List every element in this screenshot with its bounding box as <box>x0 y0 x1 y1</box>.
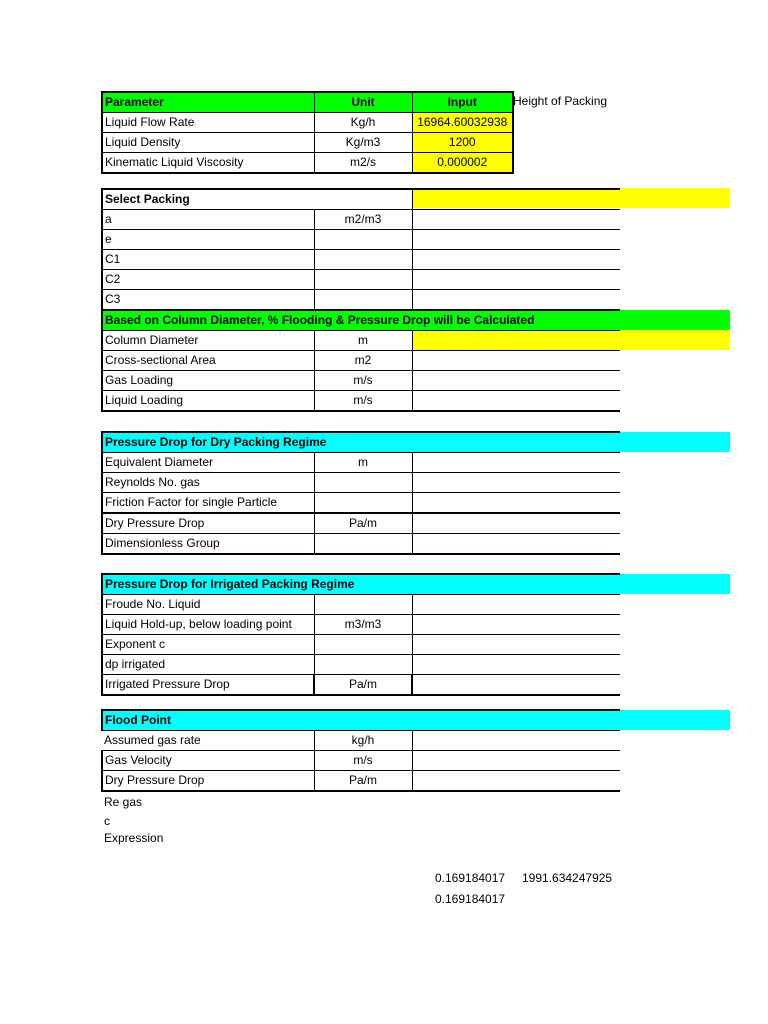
irrigated-title: Pressure Drop for Irrigated Packing Regime <box>102 574 620 595</box>
value-cell[interactable] <box>412 771 620 792</box>
value-cell-2: 1991.634247925 <box>522 871 613 885</box>
param-cell: C3 <box>105 292 121 306</box>
re-gas-label: Re gas <box>104 795 143 809</box>
param-cell: Reynolds No. gas <box>102 473 314 493</box>
table-row <box>102 595 620 615</box>
table-row <box>102 751 620 771</box>
value-cell[interactable] <box>412 250 620 270</box>
section-header <box>102 189 620 210</box>
expression-label: Expression <box>104 831 164 845</box>
c-label: c <box>104 814 110 828</box>
param-cell: Dry Pressure Drop <box>102 513 314 534</box>
unit-cell <box>314 635 412 655</box>
unit-cell: m/s <box>314 391 412 412</box>
table-row <box>102 153 513 174</box>
column-diameter-title: Based on Column Diameter, % Flooding & Pressure Drop will be Calculated <box>102 310 620 331</box>
header-input: Input <box>412 92 513 113</box>
select-packing-table <box>101 188 620 311</box>
value-cell[interactable] <box>412 635 620 655</box>
unit-cell <box>314 595 412 615</box>
unit-cell <box>314 655 412 675</box>
table-row <box>102 635 620 655</box>
dry-packing-table <box>101 431 620 555</box>
unit-cell: m <box>314 331 412 351</box>
unit-cell: Kg/m3 <box>314 133 412 153</box>
header-unit: Unit <box>314 92 412 113</box>
unit-cell <box>314 270 412 290</box>
unit-cell: Pa/m <box>314 513 412 534</box>
value-cell[interactable] <box>412 210 620 230</box>
table-row <box>102 473 620 493</box>
table-row <box>102 615 620 635</box>
param-cell: C1 <box>102 250 314 270</box>
value-cell[interactable] <box>412 534 620 555</box>
value-cell[interactable] <box>412 751 620 771</box>
section-header <box>102 432 620 453</box>
table-row <box>102 513 620 534</box>
unit-cell: m <box>314 453 412 473</box>
param-cell: Liquid Flow Rate <box>102 113 314 133</box>
unit-cell: m2/m3 <box>314 210 412 230</box>
param-cell: Equivalent Diameter <box>102 453 314 473</box>
param-cell: Irrigated Pressure Drop <box>105 677 230 691</box>
param-cell: Dimensionless Group <box>105 536 220 550</box>
value-cell[interactable] <box>412 391 620 412</box>
table-row <box>102 230 620 250</box>
param-cell: a <box>102 210 314 230</box>
table-row <box>102 493 620 514</box>
param-cell: Liquid Density <box>102 133 314 153</box>
param-cell: Gas Loading <box>102 371 314 391</box>
param-cell: Liquid Loading <box>105 393 184 407</box>
table-row <box>102 655 620 675</box>
flood-point-title: Flood Point <box>102 710 620 731</box>
table-row <box>102 331 620 351</box>
input-cell[interactable]: 16964.60032938 <box>412 113 513 133</box>
param-cell: Froude No. Liquid <box>102 595 314 615</box>
value-cell[interactable] <box>412 655 620 675</box>
section-header <box>102 574 620 595</box>
table-row <box>102 534 620 555</box>
input-cell[interactable]: 1200 <box>412 133 513 153</box>
input-table <box>101 91 514 174</box>
unit-cell: m2/s <box>314 153 412 174</box>
input-cell[interactable]: 0.000002 <box>412 153 513 174</box>
section-header <box>102 310 620 331</box>
table-row <box>102 371 620 391</box>
dry-packing-title: Pressure Drop for Dry Packing Regime <box>102 432 620 453</box>
table-row <box>102 290 620 311</box>
value-cell[interactable] <box>412 731 620 751</box>
value-cell[interactable] <box>412 675 620 696</box>
value-cell[interactable] <box>412 493 620 514</box>
header-parameter: Parameter <box>102 92 314 113</box>
unit-cell <box>314 250 412 270</box>
unit-cell <box>314 534 412 555</box>
height-of-packing-label: Height of Packing <box>513 94 608 108</box>
unit-cell: kg/h <box>314 731 412 751</box>
unit-cell: m2 <box>314 351 412 371</box>
param-cell: Exponent c <box>102 635 314 655</box>
value-cell[interactable] <box>412 290 620 311</box>
value-cell[interactable] <box>412 331 620 351</box>
value-cell[interactable] <box>412 270 620 290</box>
value-cell[interactable] <box>412 595 620 615</box>
table-row <box>102 113 513 133</box>
table-row <box>102 453 620 473</box>
param-cell: Column Diameter <box>102 331 314 351</box>
table-row <box>102 391 620 412</box>
value-cell[interactable] <box>412 230 620 250</box>
value-cell-3: 0.169184017 <box>435 892 506 906</box>
table-row <box>102 675 620 696</box>
table-row <box>102 731 620 751</box>
unit-cell: Pa/m <box>314 771 412 792</box>
value-cell[interactable] <box>412 453 620 473</box>
table-row <box>102 133 513 153</box>
table-row <box>102 250 620 270</box>
unit-cell: m3/m3 <box>314 615 412 635</box>
section-header <box>102 710 620 731</box>
unit-cell <box>314 290 412 311</box>
unit-cell: m/s <box>314 371 412 391</box>
value-cell[interactable] <box>412 473 620 493</box>
value-cell[interactable] <box>412 371 620 391</box>
flood-point-table <box>101 709 620 792</box>
column-diameter-table <box>101 309 620 412</box>
param-cell: Kinematic Liquid Viscosity <box>105 155 244 169</box>
value-cell[interactable] <box>412 351 620 371</box>
select-packing-value[interactable] <box>412 189 620 210</box>
unit-cell <box>314 230 412 250</box>
value-cell[interactable] <box>412 513 620 534</box>
param-cell: Dry Pressure Drop <box>102 771 314 792</box>
irrigated-table <box>101 573 620 696</box>
param-cell: Assumed gas rate <box>102 731 314 751</box>
unit-cell <box>314 473 412 493</box>
param-cell: Cross-sectional Area <box>102 351 314 371</box>
param-cell: C2 <box>102 270 314 290</box>
param-cell: dp irrigated <box>102 655 314 675</box>
select-packing-title: Select Packing <box>102 189 412 210</box>
value-cell-1: 0.169184017 <box>435 871 506 885</box>
table-row <box>102 270 620 290</box>
unit-cell: Kg/h <box>314 113 412 133</box>
unit-cell <box>314 493 412 514</box>
param-cell: e <box>102 230 314 250</box>
unit-cell: m/s <box>314 751 412 771</box>
input-table-header <box>102 92 513 113</box>
table-row <box>102 210 620 230</box>
value-cell[interactable] <box>412 615 620 635</box>
table-row <box>102 771 620 792</box>
param-cell: Friction Factor for single Particle <box>102 493 314 514</box>
unit-cell: Pa/m <box>314 675 412 696</box>
param-cell: Liquid Hold-up, below loading point <box>102 615 314 635</box>
param-cell: Gas Velocity <box>102 751 314 771</box>
table-row <box>102 351 620 371</box>
